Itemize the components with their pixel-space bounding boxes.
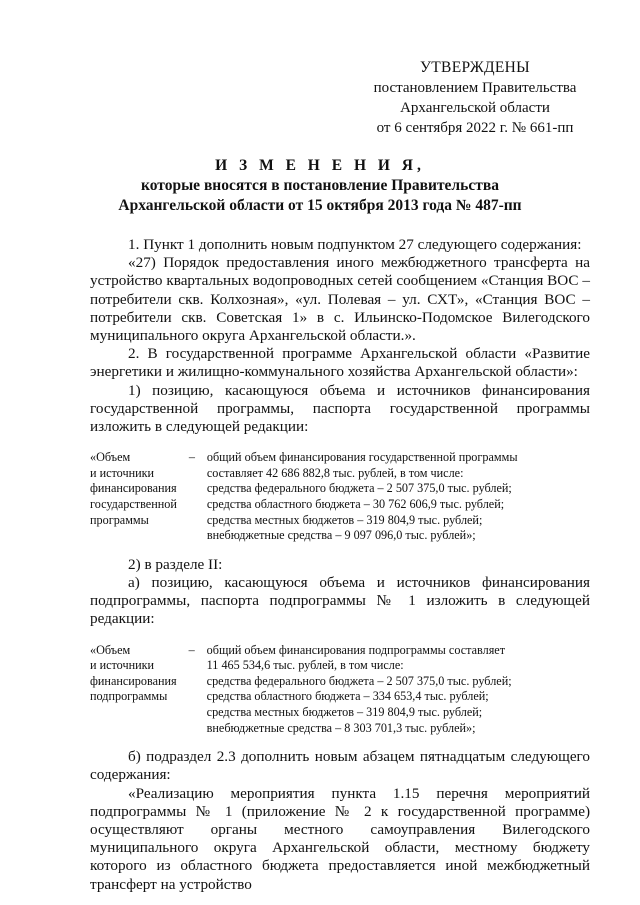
paragraph: 1. Пункт 1 дополнить новым подпунктом 27 следующего содержания: <box>128 236 582 253</box>
table-left-line: государственной <box>90 497 177 512</box>
table-dash: – <box>188 642 195 657</box>
table-right-line: внебюджетные средства – 8 303 701,3 тыс. рублей»; <box>206 720 476 735</box>
approval-line: от 6 сентября 2022 г. № 661-пп <box>376 120 574 136</box>
funding-table-subprogram <box>90 643 590 737</box>
table-left-line: финансирования <box>90 673 177 688</box>
table-dash: – <box>188 450 195 465</box>
table-right-line: средства федерального бюджета – 2 507 375,0 тыс. рублей; <box>206 673 512 688</box>
table-right-line: средства областного бюджета – 30 762 606,9 тыс. рублей; <box>206 497 505 512</box>
heading-line: которые вносятся в постановление Правительства <box>141 177 499 194</box>
table-left-line: «Объем <box>90 642 131 657</box>
table-right-line: средства местных бюджетов – 319 804,9 тыс. рублей; <box>206 704 483 719</box>
approval-stamp <box>360 58 590 138</box>
funding-table-program <box>90 450 590 544</box>
table-left-line: «Объем <box>90 450 131 465</box>
table-left-line: программы <box>90 512 149 527</box>
table-right-line: 11 465 534,6 тыс. рублей, в том числе: <box>206 658 404 673</box>
table-left-line: и источники <box>90 658 155 673</box>
paragraph: «Реализацию мероприятия пункта 1.15 перечня мероприятий подпрограммы № 1 (приложение № 2 к государственной программе) осуществляют органы местного самоуправления Вилегодского муниципального округа Архангельской области, местному бюджету которого из областного бюджета предоставляется иной межбюджетный трансферт на устройство <box>90 784 590 893</box>
heading-title: И З М Е Н Е Н И Я, <box>215 157 425 174</box>
paragraph: 2) в разделе II: <box>128 555 223 573</box>
table-right-line: средства областного бюджета – 334 653,4 тыс. рублей; <box>206 689 489 704</box>
table-left-cell <box>90 450 177 544</box>
table-left-line: и источники <box>90 465 155 480</box>
table-right-line: общий объем финансирования государственной программы <box>206 450 518 465</box>
approval-line: постановлением Правительства <box>373 80 577 96</box>
table-right-line: средства федерального бюджета – 2 507 375,0 тыс. рублей; <box>206 481 512 496</box>
approval-line: Архангельской области <box>400 100 550 116</box>
heading-line: Архангельской области от 15 октября 2013 года № 487-пп <box>118 197 522 214</box>
table-right-line: средства местных бюджетов – 319 804,9 тыс. рублей; <box>206 512 483 527</box>
approval-title: УТВЕРЖДЕНЫ <box>420 59 530 76</box>
table-left-line: подпрограммы <box>90 689 168 704</box>
table-left-cell <box>90 643 177 737</box>
table-right-line: общий объем финансирования подпрограммы составляет <box>206 642 506 657</box>
document-heading <box>80 156 560 216</box>
table-left-line: финансирования <box>90 481 177 496</box>
document-body <box>90 236 590 894</box>
table-right-cell <box>207 450 590 544</box>
paragraph: 1) позицию, касающуюся объема и источников финансирования государственной программы, паспорта государственной программы изложить в следующей редакции: <box>90 381 590 436</box>
paragraph: «27) Порядок предоставления иного межбюджетного трансферта на устройство квартальных водопроводных сетей сообщением «Станция ВОС – потребители скв. Колхозная», «ул. Полевая – ул. СХТ», «Станция ВОС – потребители скв. Советская 1» в с. Ильинско-Подомское Вилегодского муниципального округа Архангельской области.». <box>90 254 590 345</box>
paragraph: а) позицию, касающуюся объема и источников финансирования подпрограммы, паспорта подпрограммы № 1 изложить в следующей редакции: <box>90 574 590 628</box>
table-right-line: внебюджетные средства – 9 097 096,0 тыс. рублей»; <box>206 528 476 543</box>
paragraph: б) подраздел 2.3 дополнить новым абзацем пятнадцатым следующего содержания: <box>90 748 590 784</box>
paragraph: 2. В государственной программе Архангельской области «Развитие энергетики и жилищно-коммунального хозяйства Архангельской области»: <box>90 345 590 381</box>
table-right-line: составляет 42 686 882,8 тыс. рублей, в том числе: <box>206 465 464 480</box>
table-right-cell <box>207 643 590 737</box>
